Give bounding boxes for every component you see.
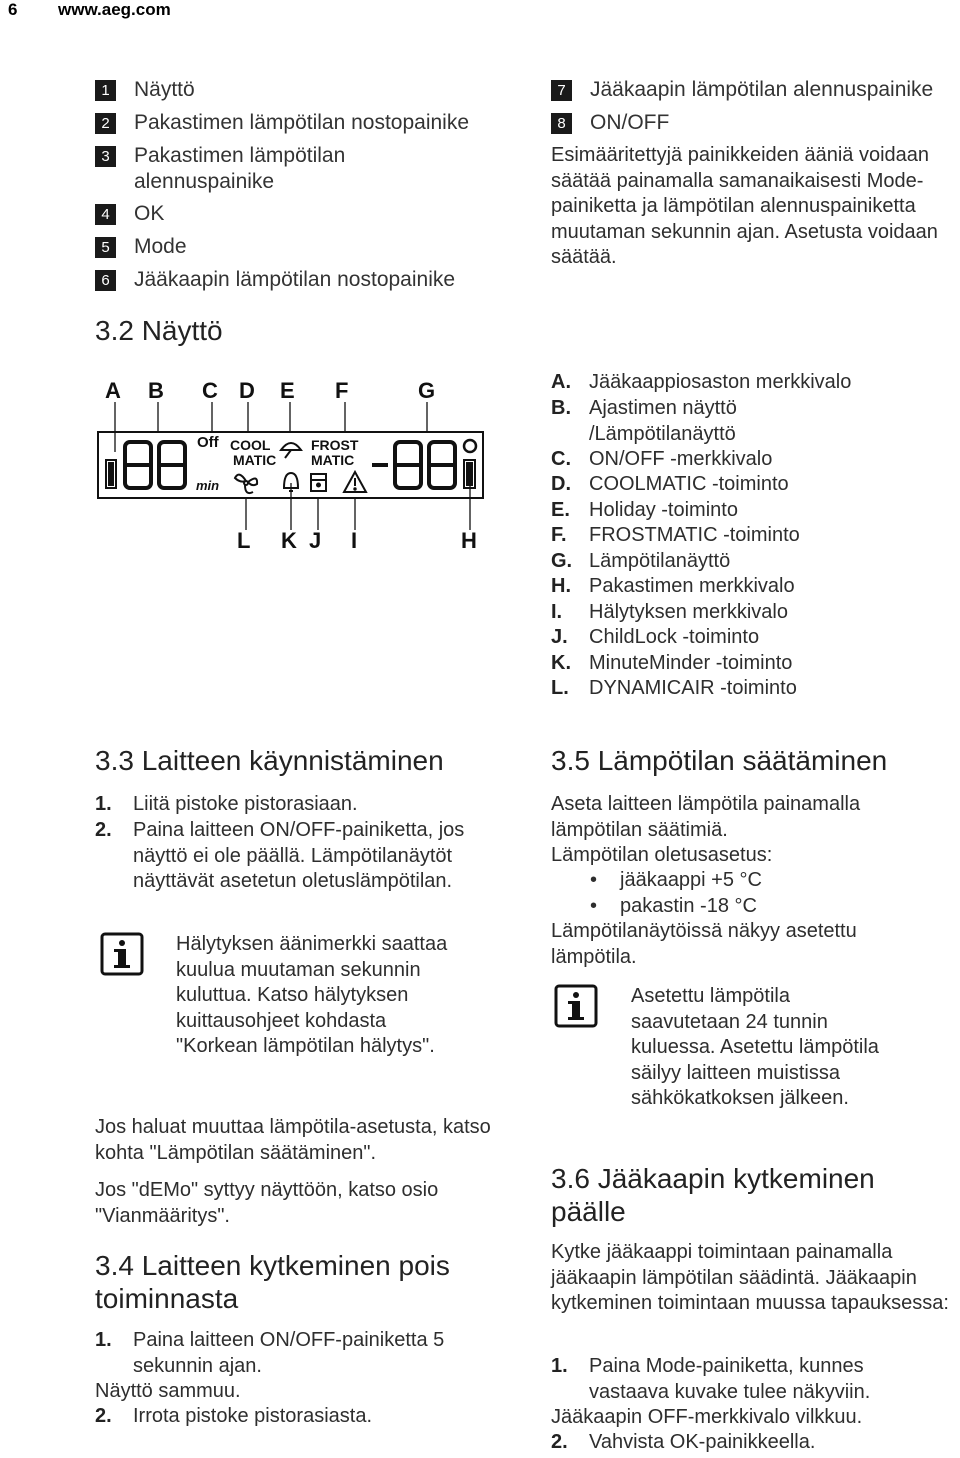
legend-item xyxy=(551,447,951,473)
section-heading-3-5: 3.5 Lämpötilan säätäminen xyxy=(551,745,888,776)
step-number: 2. xyxy=(551,1431,568,1453)
legend-key: I. xyxy=(551,601,563,623)
list-item xyxy=(551,110,960,136)
legend-key: F. xyxy=(551,524,567,546)
legend-item xyxy=(551,600,951,626)
list-item xyxy=(95,201,515,227)
paragraph: Aseta laitteen lämpötila painamalla lämpötilan säätimiä. xyxy=(551,793,861,841)
legend-key: K. xyxy=(551,652,571,674)
item-label: Näyttö xyxy=(134,78,195,101)
diagram-label-e: E xyxy=(280,378,295,403)
display-panel-drawing xyxy=(95,370,515,560)
legend-key: E. xyxy=(551,499,570,521)
item-label: Jääkaapin lämpötilan alennuspainike xyxy=(590,78,934,101)
legend-key: B. xyxy=(551,397,571,419)
info-icon xyxy=(100,932,144,976)
diagram-label-i: I xyxy=(351,528,358,553)
legend-item xyxy=(551,625,951,651)
display-frostmatic-text xyxy=(311,438,358,468)
item-number: 7 xyxy=(551,80,572,101)
info-note-startup: Hälytyksen äänimerkki saattaa kuulua muutaman sekunnin kuluttua. Katso hälytyksen kuittausohjeet kohdasta "Korkean lämpötilan hälytys". xyxy=(176,933,448,1057)
item-label: Pakastimen lämpötilan nostopainike xyxy=(134,111,470,134)
list-item xyxy=(551,77,960,103)
legend-text: Holiday -toiminto xyxy=(589,499,738,521)
diagram-label-k: K xyxy=(281,528,297,553)
info-icon xyxy=(554,984,598,1028)
legend-key: C. xyxy=(551,448,571,470)
legend-item xyxy=(551,676,951,702)
legend-item xyxy=(551,370,951,396)
display-cool-matic-word: MATIC xyxy=(233,452,277,468)
step-text: Paina Mode-painiketta, kunnes vastaava kuvake tulee näkyviin. xyxy=(589,1355,871,1403)
item-number: 1 xyxy=(95,80,116,101)
diagram-label-j: J xyxy=(309,528,322,553)
legend-item xyxy=(551,549,951,575)
step-item xyxy=(95,792,505,818)
legend-key: J. xyxy=(551,626,568,648)
paragraph: Lämpötilan oletusasetus: xyxy=(551,844,773,866)
step-number: 1. xyxy=(95,793,112,815)
item-number: 3 xyxy=(95,146,116,167)
diagram-label-b: B xyxy=(148,378,164,403)
step-number: 2. xyxy=(95,819,112,841)
legend-text: Ajastimen näyttö /Lämpötilanäyttö xyxy=(589,397,737,445)
display-frost-matic-word: MATIC xyxy=(311,452,355,468)
bullet-item xyxy=(590,868,762,894)
step-text: Irrota pistoke pistorasiasta. xyxy=(133,1405,372,1427)
legend-text: Lämpötilanäyttö xyxy=(589,550,731,572)
legend-text: COOLMATIC -toiminto xyxy=(589,473,789,495)
display-min-text: min xyxy=(196,478,220,493)
legend-text: Pakastimen merkkivalo xyxy=(589,575,795,597)
section-heading-3-4: 3.4 Laitteen kytkeminen pois toiminnasta xyxy=(95,1250,450,1314)
legend-text: ChildLock -toiminto xyxy=(589,626,760,648)
legend-text: ON/OFF -merkkivalo xyxy=(589,448,773,470)
step-item xyxy=(551,1430,921,1456)
diagram-label-l: L xyxy=(237,528,251,553)
bullet-text: jääkaappi +5 °C xyxy=(620,869,762,891)
legend-text: Jääkaappiosaston merkkivalo xyxy=(589,371,852,393)
section-heading-3-3: 3.3 Laitteen käynnistäminen xyxy=(95,745,444,776)
display-off-text: Off xyxy=(197,434,219,451)
legend-text: DYNAMICAIR -toiminto xyxy=(589,677,797,699)
step-text: Liitä pistoke pistorasiaan. xyxy=(133,793,358,815)
legend-item xyxy=(551,498,951,524)
section-heading-3-2: 3.2 Näyttö xyxy=(95,315,223,346)
bullet-text: pakastin -18 °C xyxy=(620,895,757,917)
list-item xyxy=(95,110,515,136)
legend-item xyxy=(551,651,951,677)
item-label: ON/OFF xyxy=(590,111,670,134)
diagram-label-a: A xyxy=(105,378,121,403)
display-cool-word: COOL xyxy=(230,437,271,453)
legend-text: FROSTMATIC -toiminto xyxy=(589,524,800,546)
display-coolmatic-text xyxy=(230,438,276,468)
legend-key: L. xyxy=(551,677,569,699)
list-item xyxy=(95,234,515,260)
bullet-dot-icon: • xyxy=(590,869,598,891)
diagram-label-d: D xyxy=(239,378,255,403)
paragraph: Jos "dEMo" syttyy näyttöön, katso osio "Vianmääritys". xyxy=(95,1179,439,1227)
diagram-label-h: H xyxy=(461,528,477,553)
step-number: 1. xyxy=(95,1329,112,1351)
page-number: 6 xyxy=(8,0,18,19)
step-text: Paina laitteen ON/OFF-painiketta, jos näyttö ei ole päällä. Lämpötilanäytöt näyttävät asetetun oletuslämpötilan. xyxy=(133,819,465,892)
legend-item xyxy=(551,472,951,498)
display-diagram xyxy=(95,370,515,560)
item-number: 4 xyxy=(95,204,116,225)
step-item xyxy=(95,818,505,895)
display-frost-word: FROST xyxy=(311,437,359,453)
paragraph: Jääkaapin OFF-merkkivalo vilkkuu. xyxy=(551,1406,863,1428)
section-heading-3-6: 3.6 Jääkaapin kytkeminen päälle xyxy=(551,1163,875,1227)
legend-key: H. xyxy=(551,575,571,597)
legend-text: MinuteMinder -toiminto xyxy=(589,652,793,674)
step-item xyxy=(95,1404,515,1430)
paragraph: Lämpötilanäytöissä näkyy asetettu lämpötila. xyxy=(551,920,857,968)
item-number: 6 xyxy=(95,270,116,291)
step-number: 2. xyxy=(95,1405,112,1427)
button-note: Esimääritettyjä painikkeiden ääniä voidaan säätää painamalla samanaikaisesti Mode-painiketta ja lämpötilan alennuspainiketta muutaman sekunnin ajan. Asetusta voidaan säätää. xyxy=(551,144,938,268)
legend-item xyxy=(551,396,791,447)
diagram-label-g: G xyxy=(418,378,436,403)
step-text: Vahvista OK-painikkeella. xyxy=(589,1431,816,1453)
list-item xyxy=(95,143,395,195)
info-note-temperature: Asetettu lämpötila saavutetaan 24 tunnin kuluessa. Asetettu lämpötila säilyy laitteen muistissa sähkökatkoksen jälkeen. xyxy=(631,985,879,1109)
item-number: 8 xyxy=(551,113,572,134)
item-label: Jääkaapin lämpötilan nostopainike xyxy=(134,268,456,291)
diagram-label-c: C xyxy=(202,378,218,403)
legend-key: A. xyxy=(551,371,571,393)
bullet-item xyxy=(590,894,757,920)
list-item xyxy=(95,77,515,103)
step-item xyxy=(551,1354,921,1405)
item-label: Pakastimen lämpötilan alennuspainike xyxy=(134,144,346,193)
legend-key: G. xyxy=(551,550,573,572)
item-number: 5 xyxy=(95,237,116,258)
item-label: OK xyxy=(134,202,165,225)
step-item xyxy=(95,1328,515,1379)
paragraph: Näyttö sammuu. xyxy=(95,1380,241,1402)
legend-text: Hälytyksen merkkivalo xyxy=(589,601,788,623)
legend-key: D. xyxy=(551,473,571,495)
item-label: Mode xyxy=(134,235,187,258)
step-text: Paina laitteen ON/OFF-painiketta 5 sekunnin ajan. xyxy=(133,1329,445,1377)
diagram-label-f: F xyxy=(335,378,349,403)
step-number: 1. xyxy=(551,1355,568,1377)
bullet-dot-icon: • xyxy=(590,895,598,917)
legend-item xyxy=(551,523,951,549)
list-item xyxy=(95,267,515,293)
item-number: 2 xyxy=(95,113,116,134)
paragraph: Jos haluat muuttaa lämpötila-asetusta, katso kohta "Lämpötilan säätäminen". xyxy=(95,1116,491,1164)
legend-item xyxy=(551,574,951,600)
header-url[interactable]: www.aeg.com xyxy=(58,0,171,19)
paragraph: Kytke jääkaappi toimintaan painamalla jääkaapin lämpötilan säädintä. Jääkaapin kytkeminen toimintaan muussa tapauksessa: xyxy=(551,1241,949,1314)
